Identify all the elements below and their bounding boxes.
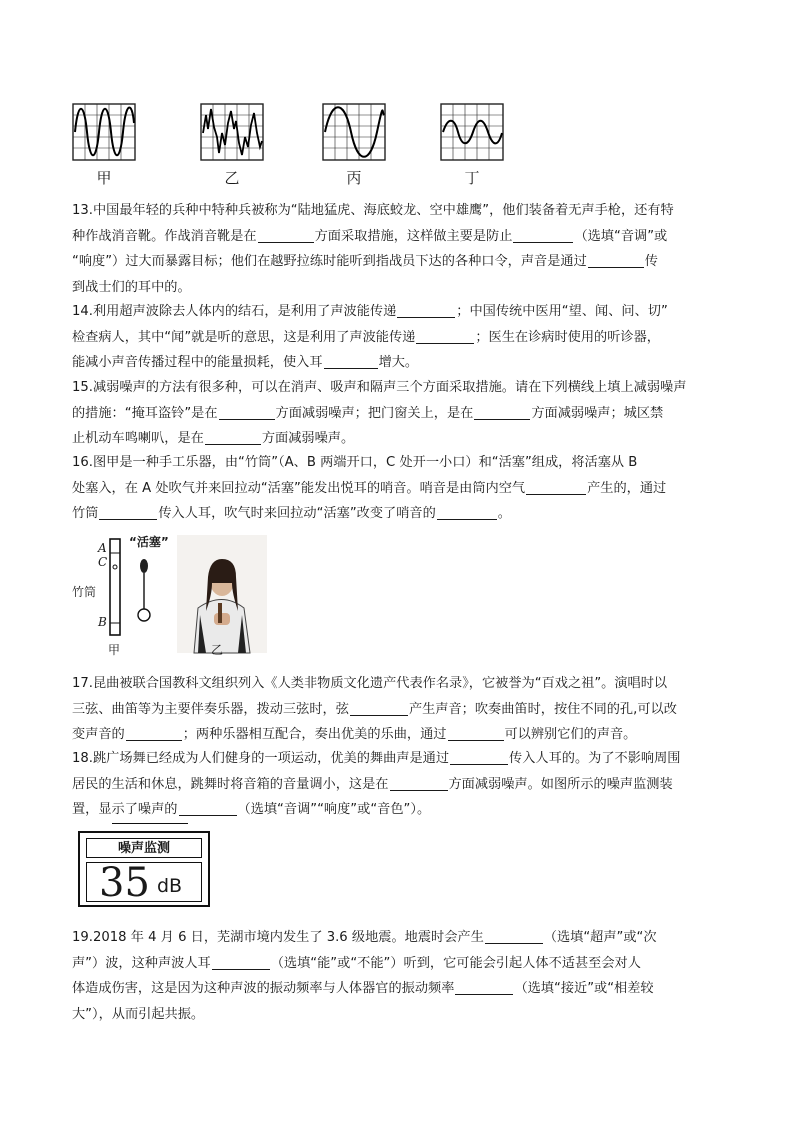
answer-blank[interactable] <box>324 353 378 369</box>
waveform-label-jia: 甲 <box>96 169 112 187</box>
noise-monitor-figure <box>78 823 214 911</box>
question-15 <box>72 375 732 452</box>
answer-blank[interactable] <box>99 504 157 520</box>
q13-line-4: 到战士们的耳中的。 <box>72 279 191 295</box>
q19-line-1: 19.2018 年 4 月 6 日，芜湖市境内发生了 3.6 级地震。地震时会产生 （选填“超声”或“次 <box>72 930 657 945</box>
answer-blank[interactable] <box>448 725 504 741</box>
answer-blank[interactable] <box>219 404 275 420</box>
answer-blank[interactable] <box>588 252 644 268</box>
answer-blank[interactable] <box>397 302 455 318</box>
question-19 <box>72 925 732 1027</box>
question-17 <box>72 671 732 748</box>
waveform-bing <box>322 103 386 161</box>
answer-blank[interactable] <box>212 954 270 970</box>
q13-line-1: 13.中国最年轻的兵种中特种兵被称为“陆地猛虎、海底蛟龙、空中雄鹰”，他们装备着无声手枪，还有特 <box>72 203 674 218</box>
q13-line-3: “响度”）过大而暴露目标；他们在越野拉练时能听到指战员下达的各种口令，声音是通过 传 <box>72 254 658 269</box>
answer-blank[interactable] <box>126 725 182 741</box>
waveform-label-bing: 丙 <box>346 169 362 187</box>
answer-blank[interactable] <box>526 479 586 495</box>
answer-blank[interactable] <box>179 800 237 816</box>
question-14 <box>72 299 732 376</box>
q16-line-1: 16.图甲是一种手工乐器，由“竹筒”（A、B 两端开口，C 处开一小口）和“活塞”组成，将活塞从 B <box>72 455 638 470</box>
monitor-top-line <box>112 823 188 824</box>
caption-yi: 乙 <box>211 643 224 657</box>
answer-blank[interactable] <box>390 775 448 791</box>
q16-line-3: 竹筒 传入人耳，吹气时来回拉动“活塞”改变了哨音的 。 <box>72 506 511 521</box>
waveform-jia <box>72 103 136 161</box>
answer-blank[interactable] <box>350 700 408 716</box>
answer-blank[interactable] <box>258 227 314 243</box>
q19-line-2: 声”）波，这种声波人耳 （选填“能”或“不能”）听到，它可能会引起人体不适甚至会对人 <box>72 955 641 971</box>
q19-line-3: 体造成伤害，这是因为这种声波的振动频率与人体器官的振动频率 （选填“接近”或“相差较 <box>72 981 654 996</box>
piston-label: “活塞” <box>129 535 169 549</box>
waveform-label-yi: 乙 <box>224 169 240 187</box>
answer-blank[interactable] <box>205 429 261 445</box>
answer-blank[interactable] <box>474 404 530 420</box>
q19-line-4: 大”），从而引起共振。 <box>72 1006 205 1022</box>
q17-line-3: 变声音的 ；两种乐器相互配合，奏出优美的乐曲，通过 可以辨别它们的声音。 <box>72 727 637 742</box>
noise-level-unit: dB <box>157 875 183 897</box>
q14-line-3: 能减小声音传播过程中的能量损耗，使入耳 增大。 <box>72 355 419 370</box>
noise-monitor-title: 噪声监测 <box>86 838 202 858</box>
q17-line-2: 三弦、曲笛等为主要伴奏乐器，拨动三弦时，弦 产生声音；吹奏曲笛时，按住不同的孔,可以改 <box>72 701 677 717</box>
tube-label: 竹筒 <box>72 585 97 599</box>
noise-monitor-panel <box>78 831 210 907</box>
noise-level-value: 35 <box>99 860 150 906</box>
waveform-figure <box>72 97 522 192</box>
answer-blank[interactable] <box>455 979 513 995</box>
answer-blank[interactable] <box>513 227 573 243</box>
q17-line-1: 17.昆曲被联合国教科文组织列入《人类非物质文化遗产代表作名录》，它被誉为“百戏之祖”。演唱时以 <box>72 676 668 691</box>
q15-line-1: 15.减弱噪声的方法有很多种，可以在消声、吸声和隔声三个方面采取措施。请在下列横线上填上减弱噪声 <box>72 380 687 395</box>
q18-line-2: 居民的生活和休息，跳舞时将音箱的音量调小，这是在 方面减弱噪声。如图所示的噪声监测装 <box>72 776 673 792</box>
answer-blank[interactable] <box>416 328 474 344</box>
answer-blank[interactable] <box>437 504 497 520</box>
question-13 <box>72 198 732 300</box>
q18-line-1: 18.跳广场舞已经成为人们健身的一项运动，优美的舞曲声是通过 传入人耳的。为了不影响周围 <box>72 751 681 766</box>
answer-blank[interactable] <box>450 749 508 765</box>
question-16 <box>72 450 732 527</box>
bamboo-flute-figure <box>72 533 272 658</box>
waveform-ding <box>440 103 504 161</box>
flute-label-c: C <box>98 555 108 569</box>
caption-jia: 甲 <box>108 643 121 657</box>
flute-label-a: A <box>98 541 107 555</box>
q14-line-1: 14.利用超声波除去人体内的结石，是利用了声波能传递 ；中国传统中医用“望、闻、问、切” <box>72 304 668 319</box>
waveform-yi <box>200 103 264 161</box>
question-18 <box>72 746 732 823</box>
q14-line-2: 检查病人，其中“闻”就是听的意思，这是利用了声波能传递 ；医生在诊病时使用的听诊器， <box>72 329 660 345</box>
noise-monitor-display <box>86 860 202 906</box>
flute-label-b: B <box>98 615 107 629</box>
q18-line-3: 置，显示了噪声的 （选填“音调”“响度”或“音色”）。 <box>72 802 431 817</box>
q15-line-2: 的措施：“掩耳盗铃”是在 方面减弱噪声；把门窗关上，是在 方面减弱噪声；城区禁 <box>72 405 664 421</box>
answer-blank[interactable] <box>485 928 543 944</box>
q15-line-3: 止机动车鸣喇叭，是在 方面减弱噪声。 <box>72 431 355 446</box>
q13-line-2: 种作战消音靴。作战消音靴是在 方面采取措施，这样做主要是防止 （选填“音调”或 <box>72 228 668 244</box>
waveform-label-ding: 丁 <box>464 169 480 187</box>
q16-line-2: 处塞入，在 A 处吹气并来回拉动“活塞”能发出悦耳的哨音。哨音是由筒内空气 产生的，通过 <box>72 480 667 496</box>
